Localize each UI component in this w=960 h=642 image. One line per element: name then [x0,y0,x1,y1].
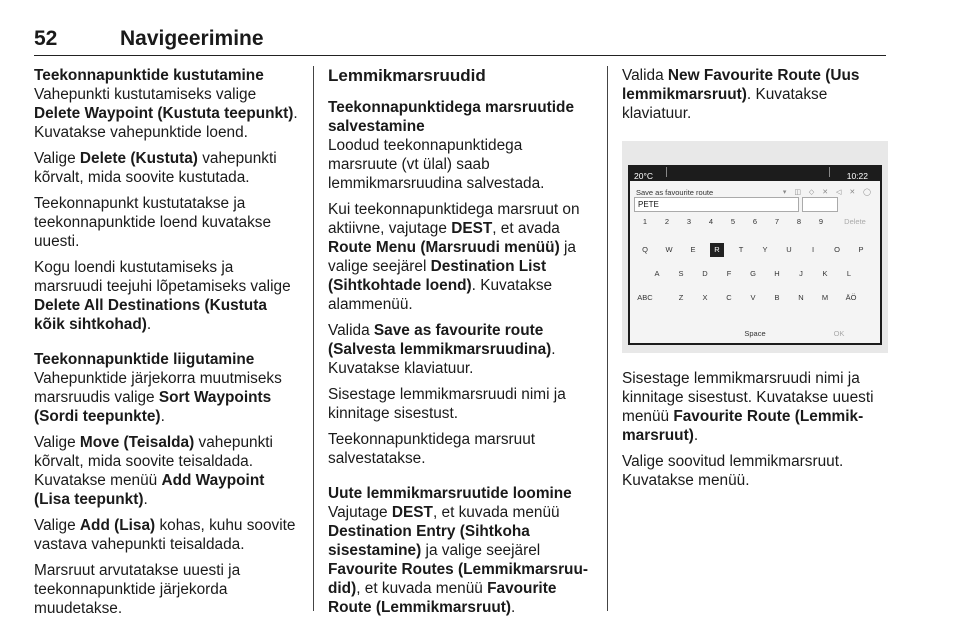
key: D [702,269,708,278]
key: W [665,245,673,254]
key: V [750,293,756,302]
keyboard-panel [630,181,880,343]
key: G [750,269,756,278]
column-2 [328,66,594,624]
key: P [858,245,864,254]
paragraph: Valige Delete (Kustuta) vahepunkti kõrvalt, mida soovite kustutada. [34,150,277,186]
infotainment-screen [628,165,882,345]
abc-key: ABC [637,293,653,302]
paragraph: Loodud teekonnapunktidega marsruute (vt ülal) saab lemmikmarsruudina salvestada. [328,137,545,192]
heading-move-waypoints: Teekonnapunktide liigutamine [34,351,255,368]
paragraph: Kui teekonnapunktidega marsruut on aktiivne, vajutage DEST, et avada Route Menu (Marsruudi menüü) ja valige seejärel Destination List (Sihtkohtade loend). Kuvatakse alammenüü. [328,201,580,313]
z-row [630,291,880,305]
paragraph: Teekonnapunkt kustutatakse ja teekonnapunktide loend kuvatakse uuesti. [34,195,272,250]
name-input: PETE [634,197,799,212]
key: 7 [774,217,780,226]
paragraph: Valida New Favourite Route (Uus lemmikmarsruut). Kuvatakse klaviatuur. [622,67,860,122]
key: N [798,293,804,302]
key: 5 [730,217,736,226]
page-header [34,25,886,56]
keyboard-screenshot [622,141,888,353]
paragraph: Valida Save as favourite route (Salvesta lemmikmarsruudina). Kuvatakse klaviatuur. [328,322,556,377]
paragraph: Valige Move (Teisalda) vahepunkti kõrvalt, mida soovite teisaldada. Kuvatakse menüü Add Waypoint (Lisa teepunkt). [34,434,273,508]
screen-title: Save as favourite route [636,188,714,197]
heading-favourite-routes: Lemmikmarsruudid [328,66,486,85]
key: ÄÖ [845,293,857,302]
divider [829,167,830,177]
heading-save-routes: Teekonnapunktidega marsruutide salvestamine [328,99,575,135]
q-row [630,243,880,257]
key: Y [762,245,768,254]
paragraph: Valige soovitud lemmikmarsruut. Kuvatakse menüü. [622,453,844,489]
column-divider [313,66,314,611]
key: B [774,293,780,302]
delete-key: Delete [844,217,866,226]
key: 1 [642,217,648,226]
key: L [846,269,852,278]
key: T [738,245,744,254]
paragraph: Kogu loendi kustutamiseks ja marsruudi teejuhi lõpetamiseks valige Delete All Destinations (Kustuta kõik sihtkohad). [34,259,291,333]
key: X [702,293,708,302]
key: 3 [686,217,692,226]
paragraph: Vahepunktide järjekorra muutmiseks marsruudis valige Sort Waypoints (Sordi teepunkte). [34,370,282,425]
key: F [726,269,732,278]
key: H [774,269,780,278]
bottom-row [630,327,880,341]
page-number: 52 [34,27,58,50]
key: K [822,269,828,278]
key: 4 [708,217,714,226]
paragraph: Sisestage lemmikmarsruudi nimi ja kinnitage sisestust. [328,386,566,422]
paragraph: Sisestage lemmikmarsruudi nimi ja kinnitage sisestust. Kuvatakse uuesti menüü Favourite Route (Lemmikmarsruut). [622,370,874,444]
paragraph: Vajutage DEST, et kuvada menüü Destination Entry (Sihtkoha sisestamine) ja valige seejärel Favourite Routes (Lemmikmarsruudid), et kuvada menüü Favourite Route (Lemmikmarsruut). [328,504,589,616]
key: A [654,269,660,278]
clock: 10:22 [846,171,868,181]
key: E [690,245,696,254]
secondary-field [802,197,838,212]
paragraph: Valige Add (Lisa) kohas, kuhu soovite vastava vahepunkti teisaldada. [34,517,296,553]
ok-key: OK [833,329,845,338]
key: C [726,293,732,302]
divider [666,167,667,177]
paragraph: Teekonnapunktidega marsruut salvestatakse. [328,431,536,467]
column-1 [34,66,300,625]
number-row [630,215,880,229]
key: J [799,269,803,278]
heading-create-routes: Uute lemmikmarsruutide loomine [328,485,572,502]
key: 8 [796,217,802,226]
chapter-title: Navigeerimine [120,27,264,50]
status-icons: ▾ ◫ ◇ ✕ ◁ ✕ ◯ [782,189,874,196]
status-bar [628,165,882,179]
key: Z [678,293,684,302]
space-key: Space [744,329,766,338]
key: 9 [818,217,824,226]
key: M [821,293,829,302]
heading-delete-waypoints: Teekonnapunktide kustutamine [34,67,264,84]
key: 2 [664,217,670,226]
key: Q [642,245,648,254]
key: 6 [752,217,758,226]
paragraph: Marsruut arvutatakse uuesti ja teekonnapunktide järjekorda muudetakse. [34,562,241,617]
paragraph: Vahepunkti kustutamiseks valige Delete Waypoint (Kustuta teepunkt). Kuvatakse vahepunktide loend. [34,86,298,141]
temperature: 20°C [634,171,653,181]
key: I [811,245,815,254]
a-row [630,267,880,281]
key: U [786,245,792,254]
key-selected: R [710,243,724,257]
column-3 [622,66,888,497]
column-divider [607,66,608,611]
key: O [834,245,840,254]
key: S [678,269,684,278]
